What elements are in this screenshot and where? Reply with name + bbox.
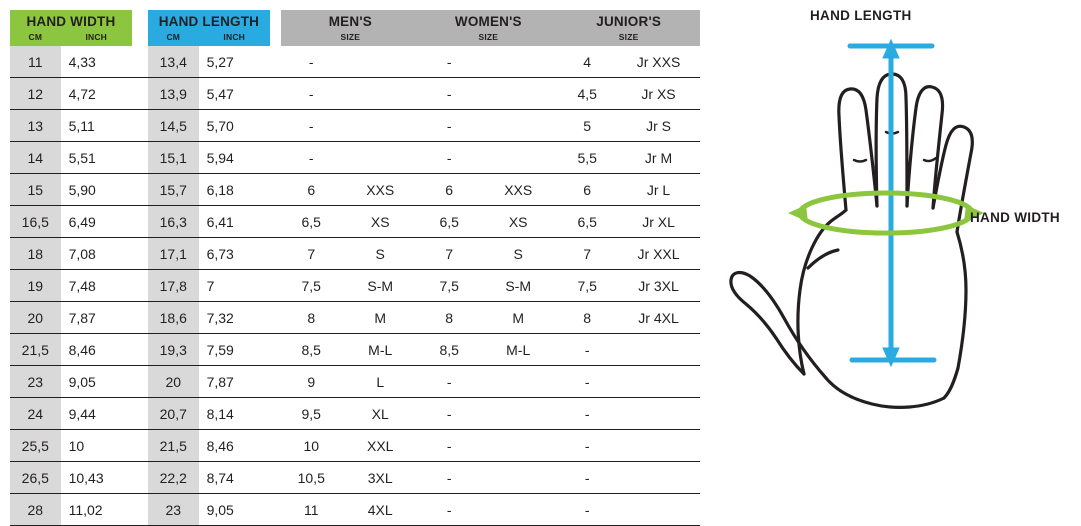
juniors-label: [617, 366, 700, 398]
womens-label: [479, 398, 557, 430]
mens-size: 11: [281, 494, 341, 526]
womens-size: -: [419, 78, 479, 110]
table-row: [10, 78, 700, 110]
header-hand-width-cm: CM: [10, 32, 61, 46]
womens-label: XXS: [479, 174, 557, 206]
hand-width-cm: 24: [10, 398, 61, 430]
juniors-label: Jr 3XL: [617, 270, 700, 302]
juniors-label: [617, 398, 700, 430]
row-gap-2: [270, 270, 281, 302]
hand-width-inch: 7,48: [61, 270, 132, 302]
hand-width-cm: 15: [10, 174, 61, 206]
juniors-label: Jr XL: [617, 206, 700, 238]
header-womens: WOMEN'S: [419, 10, 557, 32]
hand-length-inch: 7: [199, 270, 270, 302]
mens-size: -: [281, 78, 341, 110]
hand-outline: [731, 74, 972, 407]
womens-label: [479, 430, 557, 462]
header-womens-size: SIZE: [419, 32, 557, 46]
hand-width-inch: 6,49: [61, 206, 132, 238]
table-row: [10, 462, 700, 494]
hand-width-cm: 18: [10, 238, 61, 270]
womens-size: -: [419, 398, 479, 430]
juniors-label: Jr XXS: [617, 46, 700, 78]
hand-length-cm: 13,4: [148, 46, 199, 78]
juniors-label: Jr 4XL: [617, 302, 700, 334]
header-hand-length-inch: INCH: [199, 32, 270, 46]
hand-length-cm: 16,3: [148, 206, 199, 238]
mens-label: S: [341, 238, 419, 270]
mens-size: 10: [281, 430, 341, 462]
row-gap-1: [132, 78, 148, 110]
mens-size: 8,5: [281, 334, 341, 366]
mens-size: -: [281, 110, 341, 142]
juniors-label: [617, 462, 700, 494]
womens-label: [479, 494, 557, 526]
hand-illustration-svg: [700, 0, 1081, 512]
table-row: [10, 334, 700, 366]
mens-label: XS: [341, 206, 419, 238]
row-gap-2: [270, 238, 281, 270]
row-gap-1: [132, 270, 148, 302]
header-title-row: [10, 10, 700, 32]
row-gap-2: [270, 366, 281, 398]
mens-label: M: [341, 302, 419, 334]
row-gap-1: [132, 462, 148, 494]
mens-size: 9: [281, 366, 341, 398]
juniors-size: 8: [557, 302, 617, 334]
hand-width-cm: 19: [10, 270, 61, 302]
hand-width-label: HAND WIDTH: [970, 210, 1060, 225]
row-gap-1: [132, 430, 148, 462]
hand-width-inch: 4,72: [61, 78, 132, 110]
womens-size: 6,5: [419, 206, 479, 238]
hand-length-cm: 22,2: [148, 462, 199, 494]
hand-length-cm: 15,7: [148, 174, 199, 206]
header-hand-length: HAND LENGTH: [148, 10, 270, 32]
hand-width-cm: 20: [10, 302, 61, 334]
womens-size: -: [419, 430, 479, 462]
juniors-size: -: [557, 462, 617, 494]
womens-label: M-L: [479, 334, 557, 366]
juniors-label: Jr L: [617, 174, 700, 206]
womens-size: -: [419, 110, 479, 142]
size-table-container: [10, 10, 700, 526]
juniors-label: Jr M: [617, 142, 700, 174]
table-row: [10, 142, 700, 174]
hand-width-ellipse: [800, 193, 972, 233]
womens-size: 6: [419, 174, 479, 206]
hand-length-inch: 7,59: [199, 334, 270, 366]
hand-length-inch: 6,41: [199, 206, 270, 238]
juniors-size: 5,5: [557, 142, 617, 174]
row-gap-2: [270, 302, 281, 334]
table-header: [10, 10, 700, 46]
mens-label: 3XL: [341, 462, 419, 494]
womens-label: XS: [479, 206, 557, 238]
mens-label: L: [341, 366, 419, 398]
womens-label: S: [479, 238, 557, 270]
header-gap-2: [270, 10, 281, 32]
womens-label: [479, 462, 557, 494]
hand-width-arrowhead-left: [788, 205, 808, 222]
row-gap-1: [132, 302, 148, 334]
hand-length-cm: 20: [148, 366, 199, 398]
womens-size: -: [419, 366, 479, 398]
womens-size: -: [419, 46, 479, 78]
row-gap-2: [270, 206, 281, 238]
juniors-label: Jr XXL: [617, 238, 700, 270]
row-gap-1: [132, 142, 148, 174]
juniors-size: -: [557, 334, 617, 366]
womens-size: 8: [419, 302, 479, 334]
juniors-size: 6,5: [557, 206, 617, 238]
table-row: [10, 366, 700, 398]
table-row: [10, 430, 700, 462]
row-gap-2: [270, 462, 281, 494]
row-gap-2: [270, 430, 281, 462]
mens-size: 7: [281, 238, 341, 270]
womens-label: [479, 110, 557, 142]
mens-size: 9,5: [281, 398, 341, 430]
row-gap-1: [132, 46, 148, 78]
hand-length-inch: 8,14: [199, 398, 270, 430]
row-gap-1: [132, 334, 148, 366]
mens-size: -: [281, 142, 341, 174]
hand-width-cm: 23: [10, 366, 61, 398]
hand-length-cm: 21,5: [148, 430, 199, 462]
table-body: [10, 46, 700, 526]
mens-label: [341, 46, 419, 78]
womens-size: -: [419, 142, 479, 174]
header-mens: MEN'S: [281, 10, 419, 32]
table-row: [10, 110, 700, 142]
header-sub-row: [10, 32, 700, 46]
womens-size: 7: [419, 238, 479, 270]
header-gap-1: [132, 10, 148, 32]
juniors-label: [617, 494, 700, 526]
hand-width-inch: 10,43: [61, 462, 132, 494]
juniors-label: Jr XS: [617, 78, 700, 110]
hand-width-cm: 25,5: [10, 430, 61, 462]
table-row: [10, 494, 700, 526]
mens-label: M-L: [341, 334, 419, 366]
hand-length-cm: 13,9: [148, 78, 199, 110]
glove-size-table: [10, 10, 700, 526]
juniors-size: 4,5: [557, 78, 617, 110]
hand-width-loop: [788, 193, 984, 233]
juniors-label: Jr S: [617, 110, 700, 142]
womens-size: -: [419, 494, 479, 526]
hand-width-inch: 11,02: [61, 494, 132, 526]
hand-width-cm: 14: [10, 142, 61, 174]
hand-length-inch: 8,46: [199, 430, 270, 462]
hand-width-cm: 11: [10, 46, 61, 78]
table-row: [10, 238, 700, 270]
mens-label: XXL: [341, 430, 419, 462]
womens-label: [479, 366, 557, 398]
hand-length-inch: 9,05: [199, 494, 270, 526]
hand-length-cm: 18,6: [148, 302, 199, 334]
hand-length-arrowhead-top: [883, 40, 899, 58]
hand-length-inch: 5,47: [199, 78, 270, 110]
header-hand-length-cm: CM: [148, 32, 199, 46]
hand-length-cm: 15,1: [148, 142, 199, 174]
juniors-size: -: [557, 494, 617, 526]
hand-width-cm: 26,5: [10, 462, 61, 494]
mens-size: 10,5: [281, 462, 341, 494]
juniors-size: 7: [557, 238, 617, 270]
row-gap-1: [132, 110, 148, 142]
hand-width-inch: 8,46: [61, 334, 132, 366]
table-row: [10, 270, 700, 302]
juniors-size: -: [557, 366, 617, 398]
hand-length-inch: 6,18: [199, 174, 270, 206]
hand-width-inch: 10: [61, 430, 132, 462]
hand-width-inch: 7,08: [61, 238, 132, 270]
hand-width-inch: 9,05: [61, 366, 132, 398]
row-gap-2: [270, 110, 281, 142]
hand-length-cm: 23: [148, 494, 199, 526]
juniors-size: 7,5: [557, 270, 617, 302]
womens-label: [479, 78, 557, 110]
mens-size: 7,5: [281, 270, 341, 302]
mens-label: S-M: [341, 270, 419, 302]
hand-width-inch: 4,33: [61, 46, 132, 78]
header-hand-width-inch: INCH: [61, 32, 132, 46]
row-gap-2: [270, 494, 281, 526]
womens-label: M: [479, 302, 557, 334]
hand-length-cm: 17,8: [148, 270, 199, 302]
hand-length-inch: 6,73: [199, 238, 270, 270]
hand-length-arrowhead-bottom: [883, 348, 899, 366]
row-gap-1: [132, 366, 148, 398]
header-sub-gap-2: [270, 32, 281, 46]
header-hand-width: HAND WIDTH: [10, 10, 132, 32]
juniors-size: -: [557, 430, 617, 462]
table-row: [10, 174, 700, 206]
hand-length-inch: 5,70: [199, 110, 270, 142]
mens-label: [341, 78, 419, 110]
mens-label: XL: [341, 398, 419, 430]
hand-length-cm: 14,5: [148, 110, 199, 142]
hand-width-inch: 5,90: [61, 174, 132, 206]
hand-length-inch: 5,94: [199, 142, 270, 174]
mens-size: 8: [281, 302, 341, 334]
mens-size: -: [281, 46, 341, 78]
table-row: [10, 206, 700, 238]
mens-label: [341, 110, 419, 142]
hand-length-inch: 7,32: [199, 302, 270, 334]
hand-diagram: [700, 0, 1081, 512]
hand-width-inch: 5,11: [61, 110, 132, 142]
table-row: [10, 398, 700, 430]
hand-width-inch: 5,51: [61, 142, 132, 174]
juniors-label: [617, 334, 700, 366]
row-gap-1: [132, 206, 148, 238]
hand-length-inch: 8,74: [199, 462, 270, 494]
row-gap-1: [132, 238, 148, 270]
juniors-size: 6: [557, 174, 617, 206]
womens-size: -: [419, 462, 479, 494]
table-row: [10, 302, 700, 334]
header-juniors-size: SIZE: [557, 32, 700, 46]
row-gap-2: [270, 46, 281, 78]
womens-size: 8,5: [419, 334, 479, 366]
mens-label: XXS: [341, 174, 419, 206]
table-row: [10, 46, 700, 78]
row-gap-1: [132, 398, 148, 430]
hand-length-cm: 17,1: [148, 238, 199, 270]
mens-label: [341, 142, 419, 174]
header-juniors: JUNIOR'S: [557, 10, 700, 32]
hand-width-cm: 12: [10, 78, 61, 110]
row-gap-2: [270, 142, 281, 174]
header-sub-gap-1: [132, 32, 148, 46]
hand-width-cm: 16,5: [10, 206, 61, 238]
hand-width-inch: 9,44: [61, 398, 132, 430]
hand-length-inch: 7,87: [199, 366, 270, 398]
mens-size: 6,5: [281, 206, 341, 238]
row-gap-1: [132, 494, 148, 526]
juniors-size: 5: [557, 110, 617, 142]
hand-width-cm: 13: [10, 110, 61, 142]
row-gap-2: [270, 334, 281, 366]
hand-length-inch: 5,27: [199, 46, 270, 78]
womens-label: [479, 46, 557, 78]
row-gap-2: [270, 174, 281, 206]
hand-length-label: HAND LENGTH: [810, 8, 912, 23]
womens-size: 7,5: [419, 270, 479, 302]
hand-length-cm: 19,3: [148, 334, 199, 366]
mens-size: 6: [281, 174, 341, 206]
hand-width-inch: 7,87: [61, 302, 132, 334]
row-gap-2: [270, 398, 281, 430]
juniors-label: [617, 430, 700, 462]
row-gap-1: [132, 174, 148, 206]
hand-width-cm: 28: [10, 494, 61, 526]
womens-label: [479, 142, 557, 174]
header-mens-size: SIZE: [281, 32, 419, 46]
mens-label: 4XL: [341, 494, 419, 526]
womens-label: S-M: [479, 270, 557, 302]
hand-width-cm: 21,5: [10, 334, 61, 366]
juniors-size: 4: [557, 46, 617, 78]
juniors-size: -: [557, 398, 617, 430]
row-gap-2: [270, 78, 281, 110]
hand-length-cm: 20,7: [148, 398, 199, 430]
